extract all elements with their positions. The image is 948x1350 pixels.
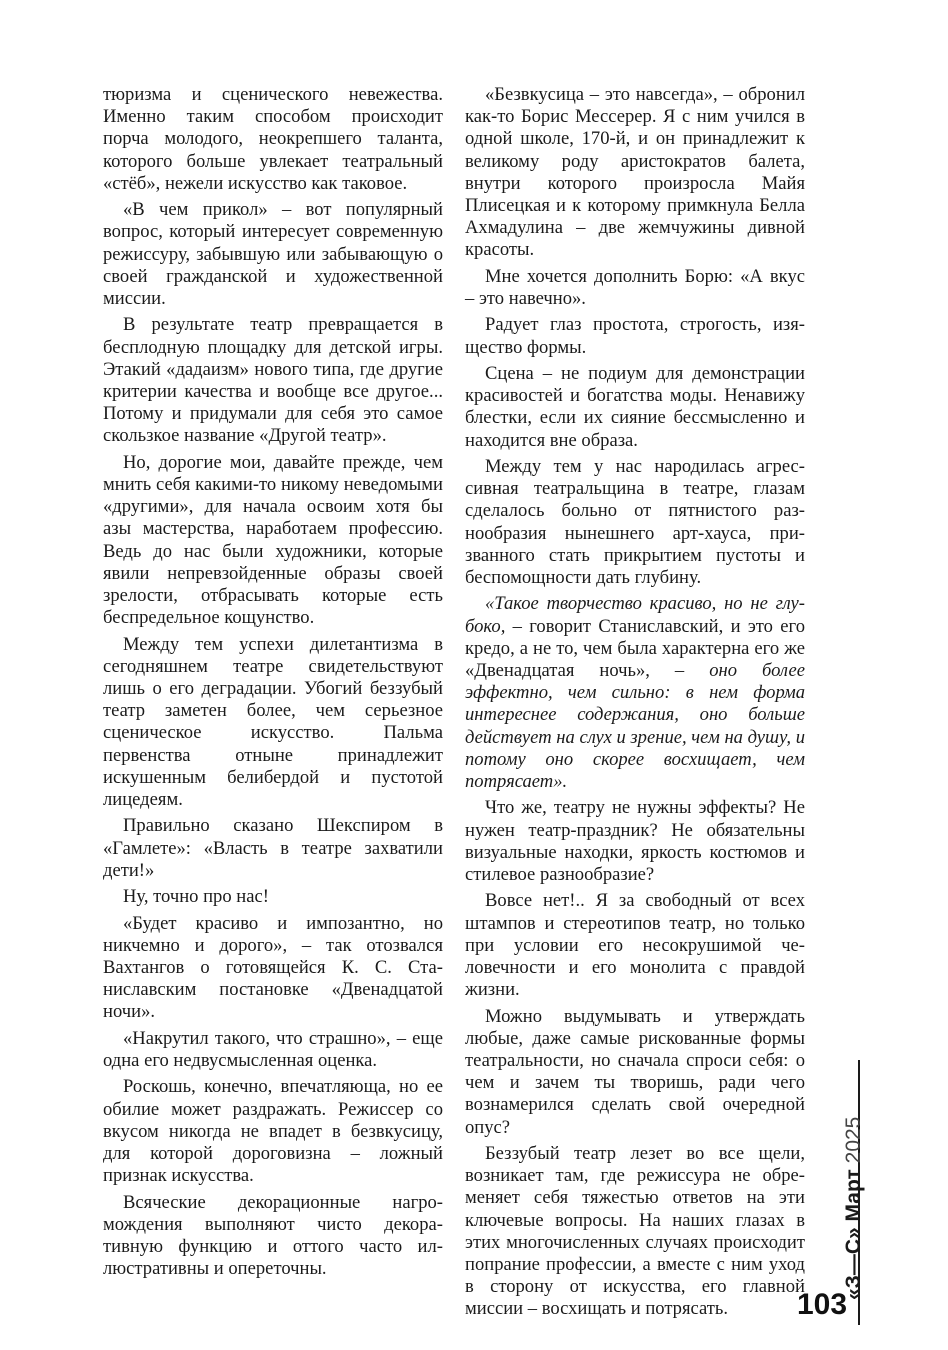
paragraph-text: «Накрутил такого, что страшно», – еще одна его недвусмысленная оценка. xyxy=(103,1027,443,1072)
paragraph xyxy=(465,1006,805,1139)
paragraph-text: Правильно сказано Шекспиром в «Гамлете»: «Власть в театре захватили дети!» xyxy=(103,815,443,881)
issue-month: Март xyxy=(842,1169,865,1222)
paragraph-text: Вовсе нет!.. Я за свободный от всех штампов и стереотипов театр, но только при условии его несокрушимой человечности и его монолита с правдой жизни. xyxy=(465,890,805,1001)
paragraph-text: Сцена – не подиум для демонстрации красивостей и богатства моды. Ненавижу блестки, если их сияние бессмысленно и находится вне образа. xyxy=(465,363,805,451)
paragraph xyxy=(103,913,443,1024)
paragraph xyxy=(103,1076,443,1187)
paragraph xyxy=(103,84,443,195)
paragraph-text: Но, дорогие мои, давайте прежде, чем мнить себя какими-то никому неведомыми «другими», для начала освоим хотя бы азы мастерства, наработаем профессию. Ведь до нас были художники, которые явили непревзойденные образы своей зрелости, отбрасывать которые есть беспредельное кощунство. xyxy=(103,451,443,629)
running-head xyxy=(842,1117,866,1300)
paragraph xyxy=(465,1143,805,1321)
paragraph-text: тюризма и сценического невежества. Именно таким способом происходит порча молодого, неокрепшего таланта, которого больше увлекает театральный «стёб», нежели искусство как таковое. xyxy=(103,84,443,194)
paragraph-text: Между тем у нас народилась агрессивная театральщина в театре, глазам сделалось больно от пятнистого разнообразия нынешнего арт-хауса, призванного стать прикрытием пустоты и беспомощности дать глубину. xyxy=(465,456,805,589)
paragraph-text: Радует глаз простота, строгость, изящество формы. xyxy=(465,314,805,358)
paragraph-text: Мне хочется дополнить Борю: «А вкус – это навечно». xyxy=(465,265,805,310)
paragraph-text: «Будет красиво и импозантно, но никчемно и дорого», – так отозвался Вахтангов о готовящейся К. С. Станиславским постановке «Двенадцатой ночи». xyxy=(103,912,443,1023)
paragraph-text: Можно выдумывать и утверждать любые, даже самые рискованные формы театральности, но сначала спроси себя: о чем и зачем ты творишь, ради чего вознамерился сделать свой очередной опус? xyxy=(465,1005,805,1138)
paragraph xyxy=(103,634,443,812)
paragraph xyxy=(103,886,443,908)
paragraph xyxy=(465,593,805,793)
right-column xyxy=(465,84,805,1325)
paragraph xyxy=(103,1192,443,1281)
paragraph-text: В результате театр превращается в бесплодную площадку для детской игры. Этакий «дадаизм» нового типа, где другие критерии качества и вообще все другое... Потому и придумали для себя это самое скользкое название «Другой театр». xyxy=(103,314,443,447)
quote-text: оно более эффектно, чем сильно: в нем форма интереснее содержания, оно больше действует на слух и зрение, чем на душу, и потому оно скорее восхищает, чем потрясает». xyxy=(465,660,806,793)
paragraph xyxy=(465,266,805,310)
paragraph-text: – говорит Станиславский, и это его кредо, а не то, чем была характерна его же «Двенадцатая ночь», – xyxy=(465,615,805,682)
paragraph xyxy=(465,363,805,452)
paragraph xyxy=(103,314,443,447)
paragraph-text: Беззубый театр лезет во все щели, возникает там, где режиссура не обременяет себя тяжестью ответов на эти ключевые вопросы. На наших глазах в этих многочисленных случаях происходит попрание профессии, а вместе с ним уход в сторону от искусства, его главной миссии – восхищать и потрясать. xyxy=(465,1143,805,1320)
paragraph-text: Между тем успехи дилетантизма в сегодняшнем театре свидетельствуют лишь о его деградации. Убогий беззубый театр заметен более, чем серьезное сценическое искусство. Пальма первенства отныне принадлежит искушенным белибердой и пустотой лицедеям. xyxy=(103,633,443,811)
paragraph-text: Всяческие декорационные нагромождения выполняют чисто декоративную функцию и оттого часто иллюстративны и опереточны. xyxy=(103,1191,443,1280)
paragraph xyxy=(103,1028,443,1072)
paragraph-text: Роскошь, конечно, впечатляюща, но ее обилие может раздражать. Режиссер со вкусом никогда не впадет в безвкусицу, для которой дороговизна – ложный признак искусства. xyxy=(103,1076,443,1187)
magazine-name: «З—С» xyxy=(842,1227,865,1300)
paragraph xyxy=(465,314,805,358)
paragraph-text: «Безвкусица – это навсегда», – обронил как-то Борис Мессерер. Я с ним учился в одной школе, 170-й, и он принадлежит к великому роду аристократов балета, внутри которого произросла Майя Плисецкая и к которому примкнула Белла Ахмадулина – две жемчужины дивной красоты. xyxy=(465,84,805,261)
paragraph xyxy=(465,797,805,886)
paragraph-text: Что же, театру не нужны эффекты? Не нужен театр-праздник? Не обязательны визуальные находки, яркость костюмов и стилевое разнообразие? xyxy=(465,797,805,886)
paragraph xyxy=(465,456,805,589)
left-column xyxy=(103,84,443,1285)
paragraph xyxy=(465,890,805,1001)
paragraph xyxy=(465,84,805,262)
issue-year: 2025 xyxy=(842,1116,865,1164)
paragraph xyxy=(103,199,443,310)
paragraph-text: «В чем прикол» – вот популярный вопрос, который интересует современную режиссуру, забывшую или забывающую о своей гражданской и художественной миссии. xyxy=(103,199,443,310)
paragraph-text: Ну, точно про нас! xyxy=(123,886,269,908)
paragraph xyxy=(103,452,443,630)
page-number: 103 xyxy=(797,1288,848,1321)
paragraph xyxy=(103,815,443,882)
quote-text: «Такое творчество красиво, но не глубоко, xyxy=(465,593,805,637)
